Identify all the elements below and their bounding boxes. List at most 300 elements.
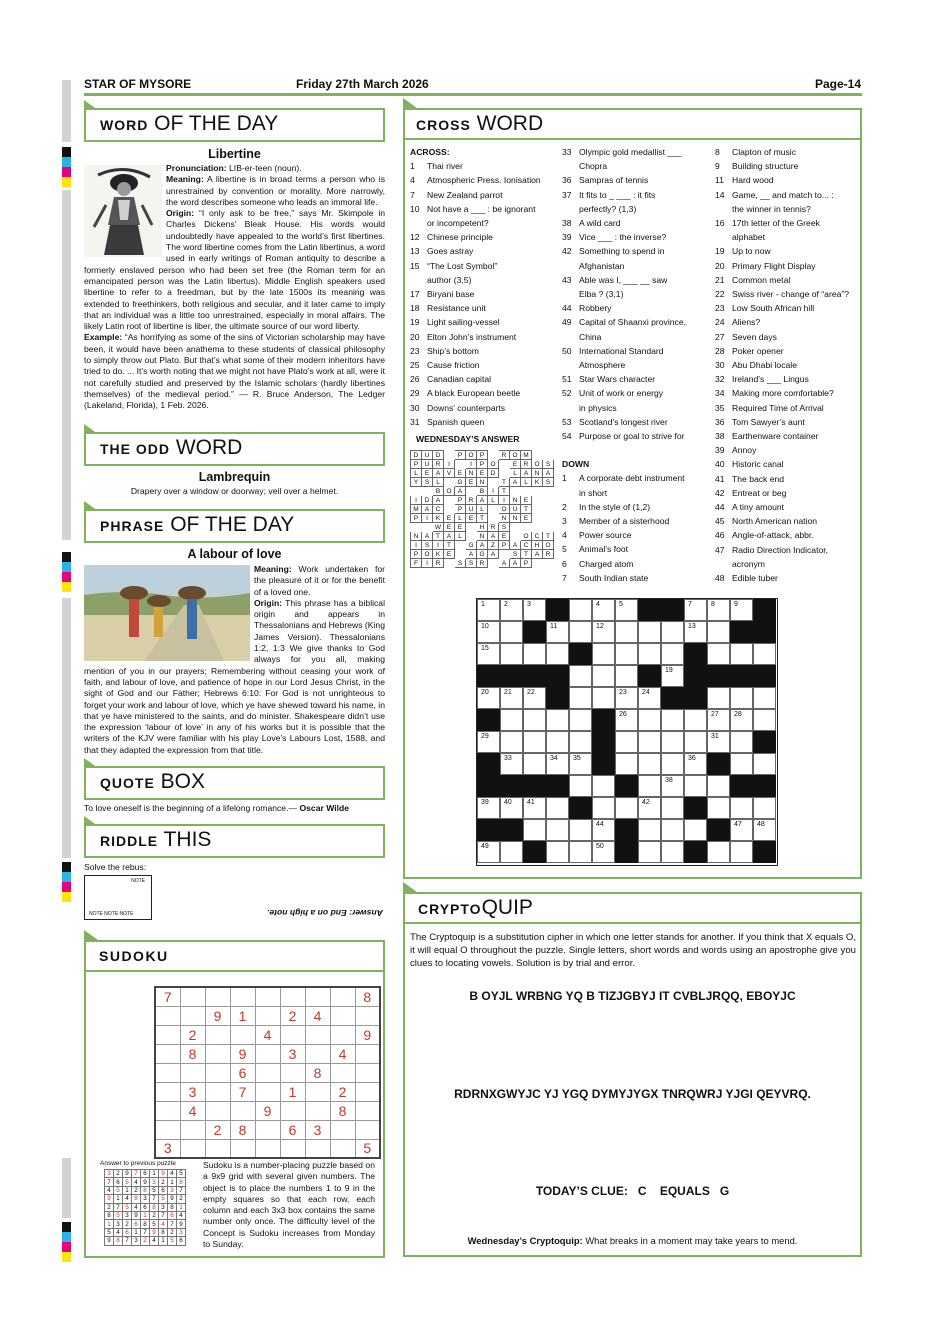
answer-cell: O [510, 451, 521, 460]
crossword-cell[interactable] [753, 753, 776, 775]
crossword-cell[interactable] [638, 709, 661, 731]
crossword-cell[interactable] [592, 687, 615, 709]
crossword-cell[interactable]: 1 [477, 599, 500, 621]
crossword-cell[interactable] [546, 709, 569, 731]
crossword-cell[interactable]: 7 [684, 599, 707, 621]
sudoku-cell[interactable] [155, 1063, 180, 1082]
crossword-cell[interactable] [615, 621, 638, 643]
crossword-cell[interactable] [638, 753, 661, 775]
sudoku-cell[interactable] [255, 1082, 280, 1101]
clue-row [715, 315, 858, 329]
sudoku-cell[interactable]: 8 [180, 1044, 205, 1063]
crossword-cell[interactable] [569, 731, 592, 753]
crossword-cell[interactable] [546, 643, 569, 665]
crossword-tab [403, 98, 417, 108]
answer-cell [543, 523, 554, 532]
sudoku-cell[interactable] [155, 1044, 180, 1063]
crossword-cell[interactable] [707, 841, 730, 863]
black-square [500, 819, 523, 841]
crossword-cell[interactable]: 31 [707, 731, 730, 753]
sudoku-cell[interactable] [205, 1082, 230, 1101]
clue-row [562, 557, 712, 571]
pron-label: Pronunciation: [166, 163, 227, 173]
crossword-cell[interactable]: 35 [569, 753, 592, 775]
crossword-cell[interactable]: 19 [661, 665, 684, 687]
sudoku-cell[interactable] [205, 1063, 230, 1082]
sudoku-cell[interactable]: 2 [180, 1025, 205, 1044]
clue-row [410, 344, 560, 358]
answer-cell: N [510, 496, 521, 505]
sudoku-cell[interactable] [255, 1044, 280, 1063]
crossword-cell[interactable] [569, 687, 592, 709]
cryptoquip-rule [405, 922, 860, 924]
clue-text: Light sailing-vessel [427, 317, 500, 328]
answer-cell: C [532, 532, 543, 541]
sudoku-cell[interactable] [330, 1120, 355, 1139]
crossword-cell[interactable]: 3 [523, 599, 546, 621]
sudoku-cell[interactable]: 4 [330, 1044, 355, 1063]
sudoku-cell[interactable] [155, 1025, 180, 1044]
clue-text: Downs’ counterparts [427, 402, 506, 413]
answer-cell [532, 496, 543, 505]
sudoku-cell[interactable] [205, 1139, 230, 1158]
crossword-cell[interactable]: 50 [592, 841, 615, 863]
answer-cell: 6 [168, 1211, 177, 1219]
sudoku-cell[interactable]: 4 [305, 1006, 330, 1025]
sudoku-cell[interactable] [305, 1044, 330, 1063]
sudoku-cell[interactable]: 5 [355, 1139, 380, 1158]
answer-cell: 3 [168, 1186, 177, 1194]
clue-row [715, 273, 858, 287]
answer-cell: 3 [159, 1203, 168, 1211]
answer-cell: 6 [114, 1178, 123, 1186]
answer-cell: N [510, 514, 521, 523]
sudoku-cell[interactable]: 9 [205, 1006, 230, 1025]
clue-text: Chinese principle [427, 232, 493, 243]
crossword-cell[interactable]: 20 [477, 687, 500, 709]
crossword-cell[interactable]: 11 [546, 621, 569, 643]
sudoku-grid [154, 986, 381, 1159]
crossword-cell[interactable] [707, 687, 730, 709]
crossword-cell[interactable]: 33 [500, 753, 523, 775]
clue-row [715, 244, 858, 258]
crossword-cell[interactable] [730, 643, 753, 665]
crossword-cell[interactable] [615, 753, 638, 775]
crossword-cell[interactable] [615, 797, 638, 819]
down-label: DOWN [562, 459, 590, 470]
sudoku-cell[interactable] [355, 1101, 380, 1120]
sudoku-cell[interactable]: 3 [280, 1044, 305, 1063]
sudoku-cell[interactable] [230, 1025, 255, 1044]
crossword-cell[interactable] [684, 731, 707, 753]
sudoku-cell[interactable] [180, 1006, 205, 1025]
crossword-cell[interactable]: 10 [477, 621, 500, 643]
answer-cell: E [499, 532, 510, 541]
sudoku-cell[interactable] [330, 1006, 355, 1025]
black-square [500, 665, 523, 687]
sudoku-cell[interactable] [330, 1139, 355, 1158]
crossword-cell[interactable] [638, 819, 661, 841]
clue-row [410, 173, 560, 187]
answer-cell: A [488, 550, 499, 559]
crossword-cell[interactable] [684, 709, 707, 731]
clue-number: 49 [562, 317, 572, 328]
clue-text: Chopra [579, 161, 608, 172]
sudoku-cell[interactable] [305, 1139, 330, 1158]
sudoku-cell[interactable] [355, 1044, 380, 1063]
crossword-cell[interactable]: 23 [615, 687, 638, 709]
clue-row [410, 287, 560, 301]
crossword-cell[interactable]: 15 [477, 643, 500, 665]
sudoku-cell[interactable] [255, 1120, 280, 1139]
color-registration-mark [62, 1222, 71, 1262]
clue-text: Clapton of music [732, 147, 797, 157]
crossword-cell[interactable]: 36 [684, 753, 707, 775]
sudoku-cell[interactable] [280, 1101, 305, 1120]
answer-cell: 4 [114, 1228, 123, 1236]
sudoku-cell[interactable] [180, 1063, 205, 1082]
sudoku-cell[interactable] [280, 1139, 305, 1158]
clue-number: 27 [715, 331, 725, 342]
black-square [753, 775, 776, 797]
crossword-cell[interactable] [546, 797, 569, 819]
crossword-cell[interactable]: 12 [592, 621, 615, 643]
clue-number: 45 [715, 516, 725, 527]
crossword-cell[interactable] [500, 731, 523, 753]
crossword-cell[interactable] [661, 841, 684, 863]
sudoku-cell[interactable] [255, 1006, 280, 1025]
sudoku-cell[interactable]: 3 [180, 1082, 205, 1101]
crossword-cell[interactable] [707, 643, 730, 665]
crossword-cell[interactable] [638, 621, 661, 643]
crossword-cell[interactable] [730, 797, 753, 819]
crossword-cell[interactable] [546, 819, 569, 841]
crossword-cell[interactable]: 47 [730, 819, 753, 841]
crossword-cell[interactable] [615, 665, 638, 687]
crossword-cell[interactable] [523, 731, 546, 753]
crossword-cell[interactable]: 9 [730, 599, 753, 621]
sudoku-cell[interactable]: 8 [355, 987, 380, 1006]
answer-cell: K [532, 478, 543, 487]
crossword-cell[interactable] [569, 841, 592, 863]
crossword-cell[interactable] [661, 709, 684, 731]
sudoku-cell[interactable] [205, 1044, 230, 1063]
crossword-cell[interactable] [730, 731, 753, 753]
sudoku-cell[interactable] [205, 1101, 230, 1120]
answer-cell: 4 [123, 1195, 132, 1203]
clue-text: International Standard [579, 345, 664, 356]
answer-cell: N [499, 514, 510, 523]
sudoku-cell[interactable] [355, 1006, 380, 1025]
crossword-cell[interactable] [730, 753, 753, 775]
crossword-cell[interactable] [500, 621, 523, 643]
clue-text: Scotland’s longest river [579, 416, 668, 427]
answer-cell: W [433, 523, 444, 532]
crossword-cell[interactable]: 2 [500, 599, 523, 621]
crossword-cell[interactable] [546, 731, 569, 753]
crossword-cell[interactable] [569, 599, 592, 621]
sudoku-cell[interactable] [230, 1101, 255, 1120]
sudoku-cell[interactable] [155, 1082, 180, 1101]
crossword-cell[interactable] [546, 841, 569, 863]
clue-row [715, 415, 858, 429]
sudoku-cell[interactable] [230, 1139, 255, 1158]
sudoku-cell[interactable] [280, 987, 305, 1006]
crossword-cell[interactable] [684, 775, 707, 797]
sudoku-cell[interactable] [155, 1120, 180, 1139]
clue-text: The back end [732, 473, 785, 484]
sudoku-cell[interactable] [305, 1025, 330, 1044]
sudoku-cell[interactable] [305, 987, 330, 1006]
crossword-cell[interactable]: 38 [661, 775, 684, 797]
sudoku-cell[interactable]: 1 [230, 1006, 255, 1025]
answer-cell: L [455, 532, 466, 541]
sudoku-cell[interactable] [230, 987, 255, 1006]
sudoku-cell[interactable]: 8 [305, 1063, 330, 1082]
header-small: RIDDLE [100, 833, 159, 849]
crossword-cell[interactable] [661, 753, 684, 775]
sudoku-cell[interactable] [330, 1063, 355, 1082]
sudoku-cell[interactable]: 7 [155, 987, 180, 1006]
sudoku-cell[interactable]: 9 [355, 1025, 380, 1044]
answer-cell: E [521, 514, 532, 523]
sudoku-cell[interactable]: 9 [230, 1044, 255, 1063]
crossword-cell[interactable]: 4 [592, 599, 615, 621]
sudoku-cell[interactable] [180, 987, 205, 1006]
across-clues-col2 [562, 145, 712, 585]
crossword-cell[interactable]: 13 [684, 621, 707, 643]
crossword-cell[interactable] [615, 643, 638, 665]
crossword-cell[interactable]: 28 [730, 709, 753, 731]
answer-cell: A [510, 541, 521, 550]
clue-row [715, 543, 858, 557]
meaning-text: A libertine is in broad terms a person who is unrestrained by convention or morality. More narrowly, the word describes someone who leads an immoral life. [166, 174, 385, 207]
sudoku-cell[interactable] [255, 1139, 280, 1158]
sudoku-cell[interactable]: 9 [255, 1101, 280, 1120]
crossword-cell[interactable] [615, 731, 638, 753]
crossword-cell[interactable] [523, 819, 546, 841]
crossword-cell[interactable]: 34 [546, 753, 569, 775]
crossword-cell[interactable] [753, 687, 776, 709]
crossword-cell[interactable] [500, 709, 523, 731]
sudoku-cell[interactable]: 1 [280, 1082, 305, 1101]
clue-number [715, 202, 732, 216]
clue-text: Resistance unit [427, 303, 486, 314]
labour-of-love-photo [84, 565, 250, 661]
crossword-cell[interactable] [661, 731, 684, 753]
answer-cell: 3 [123, 1211, 132, 1219]
crossword-cell[interactable]: 5 [615, 599, 638, 621]
crossword-cell[interactable]: 40 [500, 797, 523, 819]
clue-row [410, 230, 560, 244]
answer-cell [543, 505, 554, 514]
clue-row [715, 188, 858, 202]
answer-cell: 2 [159, 1178, 168, 1186]
sudoku-cell[interactable] [305, 1101, 330, 1120]
answer-cell: 5 [123, 1178, 132, 1186]
sudoku-cell[interactable] [280, 1063, 305, 1082]
crossword-cell[interactable] [661, 797, 684, 819]
clue-row [715, 287, 858, 301]
crossword-cell[interactable] [684, 819, 707, 841]
answer-cell: A [455, 487, 466, 496]
black-square [730, 775, 753, 797]
crossword-cell[interactable]: 29 [477, 731, 500, 753]
answer-cell [543, 451, 554, 460]
crossword-cell[interactable] [707, 621, 730, 643]
crossword-cell[interactable] [592, 797, 615, 819]
answer-cell: O [422, 550, 433, 559]
sudoku-cell[interactable]: 4 [180, 1101, 205, 1120]
black-square [523, 621, 546, 643]
clue-text: Edible tuber [732, 573, 778, 584]
sudoku-cell[interactable] [280, 1025, 305, 1044]
sudoku-cell[interactable] [205, 1025, 230, 1044]
crossword-cell[interactable]: 26 [615, 709, 638, 731]
crossword-cell[interactable] [569, 665, 592, 687]
sudoku-cell[interactable]: 2 [205, 1120, 230, 1139]
phrase-title: A labour of love [187, 547, 282, 561]
crossword-cell[interactable] [592, 775, 615, 797]
crossword-cell[interactable]: 49 [477, 841, 500, 863]
answer-cell [499, 460, 510, 469]
crossword-cell[interactable]: 27 [707, 709, 730, 731]
answer-cell: E [444, 550, 455, 559]
clue-number: 52 [562, 388, 572, 399]
answer-cell: Z [488, 541, 499, 550]
crossword-cell[interactable] [707, 797, 730, 819]
sudoku-cell[interactable] [305, 1082, 330, 1101]
sudoku-cell[interactable] [255, 987, 280, 1006]
black-square [523, 841, 546, 863]
black-square [661, 687, 684, 709]
crossword-cell[interactable] [500, 841, 523, 863]
crossword-cell[interactable]: 42 [638, 797, 661, 819]
sudoku-cell[interactable] [155, 1101, 180, 1120]
sudoku-cell[interactable] [355, 1082, 380, 1101]
crossword-cell[interactable] [661, 643, 684, 665]
clue-text: Common metal [732, 274, 791, 285]
crossword-cell[interactable]: 39 [477, 797, 500, 819]
answer-cell: A [444, 532, 455, 541]
crossword-cell[interactable] [523, 709, 546, 731]
sudoku-cell[interactable]: 3 [305, 1120, 330, 1139]
answer-cell: L [411, 469, 422, 478]
sudoku-cell[interactable]: 7 [230, 1082, 255, 1101]
sudoku-cell[interactable]: 8 [330, 1101, 355, 1120]
sudoku-cell[interactable]: 3 [155, 1139, 180, 1158]
crossword-cell[interactable] [592, 643, 615, 665]
sudoku-cell[interactable]: 4 [255, 1025, 280, 1044]
crossword-cell[interactable] [569, 709, 592, 731]
sudoku-cell[interactable] [205, 987, 230, 1006]
sudoku-cell[interactable] [155, 1006, 180, 1025]
answer-cell: E [444, 523, 455, 532]
crossword-cell[interactable] [592, 665, 615, 687]
clue-number: 41 [715, 473, 725, 484]
answer-cell [521, 523, 532, 532]
sudoku-cell[interactable]: 2 [330, 1082, 355, 1101]
answer-cell: P [411, 514, 422, 523]
crossword-cell[interactable] [638, 775, 661, 797]
answer-cell: 2 [168, 1228, 177, 1236]
clue-row [562, 273, 712, 287]
black-square [638, 665, 661, 687]
crossword-cell[interactable] [569, 621, 592, 643]
crossword-cell[interactable]: 41 [523, 797, 546, 819]
answer-cell [422, 487, 433, 496]
crossword-cell[interactable] [753, 643, 776, 665]
crossword-cell[interactable] [730, 841, 753, 863]
crossword-cell[interactable] [707, 775, 730, 797]
crossword-cell[interactable] [523, 753, 546, 775]
crossword-cell[interactable] [638, 731, 661, 753]
sudoku-cell[interactable]: 6 [280, 1120, 305, 1139]
crossword-cell[interactable] [523, 643, 546, 665]
clue-number: 54 [562, 431, 572, 442]
origin-label: Origin: [166, 208, 195, 219]
clue-number: 22 [715, 289, 725, 300]
answer-cell: E [455, 523, 466, 532]
crossword-cell[interactable] [500, 643, 523, 665]
crossword-cell[interactable]: 8 [707, 599, 730, 621]
clue-row [715, 372, 858, 386]
crossword-cell[interactable] [730, 687, 753, 709]
crossword-cell[interactable] [753, 709, 776, 731]
answer-cell: 8 [150, 1203, 159, 1211]
crossword-cell[interactable]: 44 [592, 819, 615, 841]
clue-row [562, 330, 712, 344]
answer-cell [499, 469, 510, 478]
crossword-cell[interactable]: 22 [523, 687, 546, 709]
crossword-cell[interactable]: 24 [638, 687, 661, 709]
answer-cell [455, 460, 466, 469]
crossword-cell[interactable] [661, 621, 684, 643]
crossword-cell[interactable] [569, 819, 592, 841]
answer-cell: N [466, 469, 477, 478]
answer-cell: O [499, 505, 510, 514]
answer-cell: 8 [177, 1178, 186, 1186]
clue-number: 4 [410, 175, 415, 186]
clue-text: Thai river [427, 161, 463, 172]
black-square [546, 687, 569, 709]
crossword-cell[interactable] [753, 797, 776, 819]
crossword-cell[interactable]: 48 [753, 819, 776, 841]
crossword-cell[interactable] [638, 643, 661, 665]
answer-cell: S [543, 478, 554, 487]
crossword-cell[interactable] [661, 819, 684, 841]
sudoku-cell[interactable]: 2 [280, 1006, 305, 1025]
answer-cell: A [521, 469, 532, 478]
crossword-cell[interactable] [638, 841, 661, 863]
sudoku-cell[interactable] [330, 987, 355, 1006]
answer-cell: E [466, 514, 477, 523]
sudoku-cell[interactable] [355, 1120, 380, 1139]
sudoku-cell[interactable] [180, 1139, 205, 1158]
crossword-cell[interactable] [569, 775, 592, 797]
sudoku-cell[interactable] [180, 1120, 205, 1139]
sudoku-cell[interactable] [355, 1063, 380, 1082]
clue-text: alphabet [732, 232, 765, 243]
sudoku-cell[interactable] [255, 1063, 280, 1082]
sudoku-cell[interactable]: 8 [230, 1120, 255, 1139]
crossword-cell[interactable]: 21 [500, 687, 523, 709]
sudoku-cell[interactable] [330, 1025, 355, 1044]
sudoku-cell[interactable]: 6 [230, 1063, 255, 1082]
answer-cell: 9 [105, 1195, 114, 1203]
answer-cell: P [521, 559, 532, 568]
answer-cell: V [444, 469, 455, 478]
